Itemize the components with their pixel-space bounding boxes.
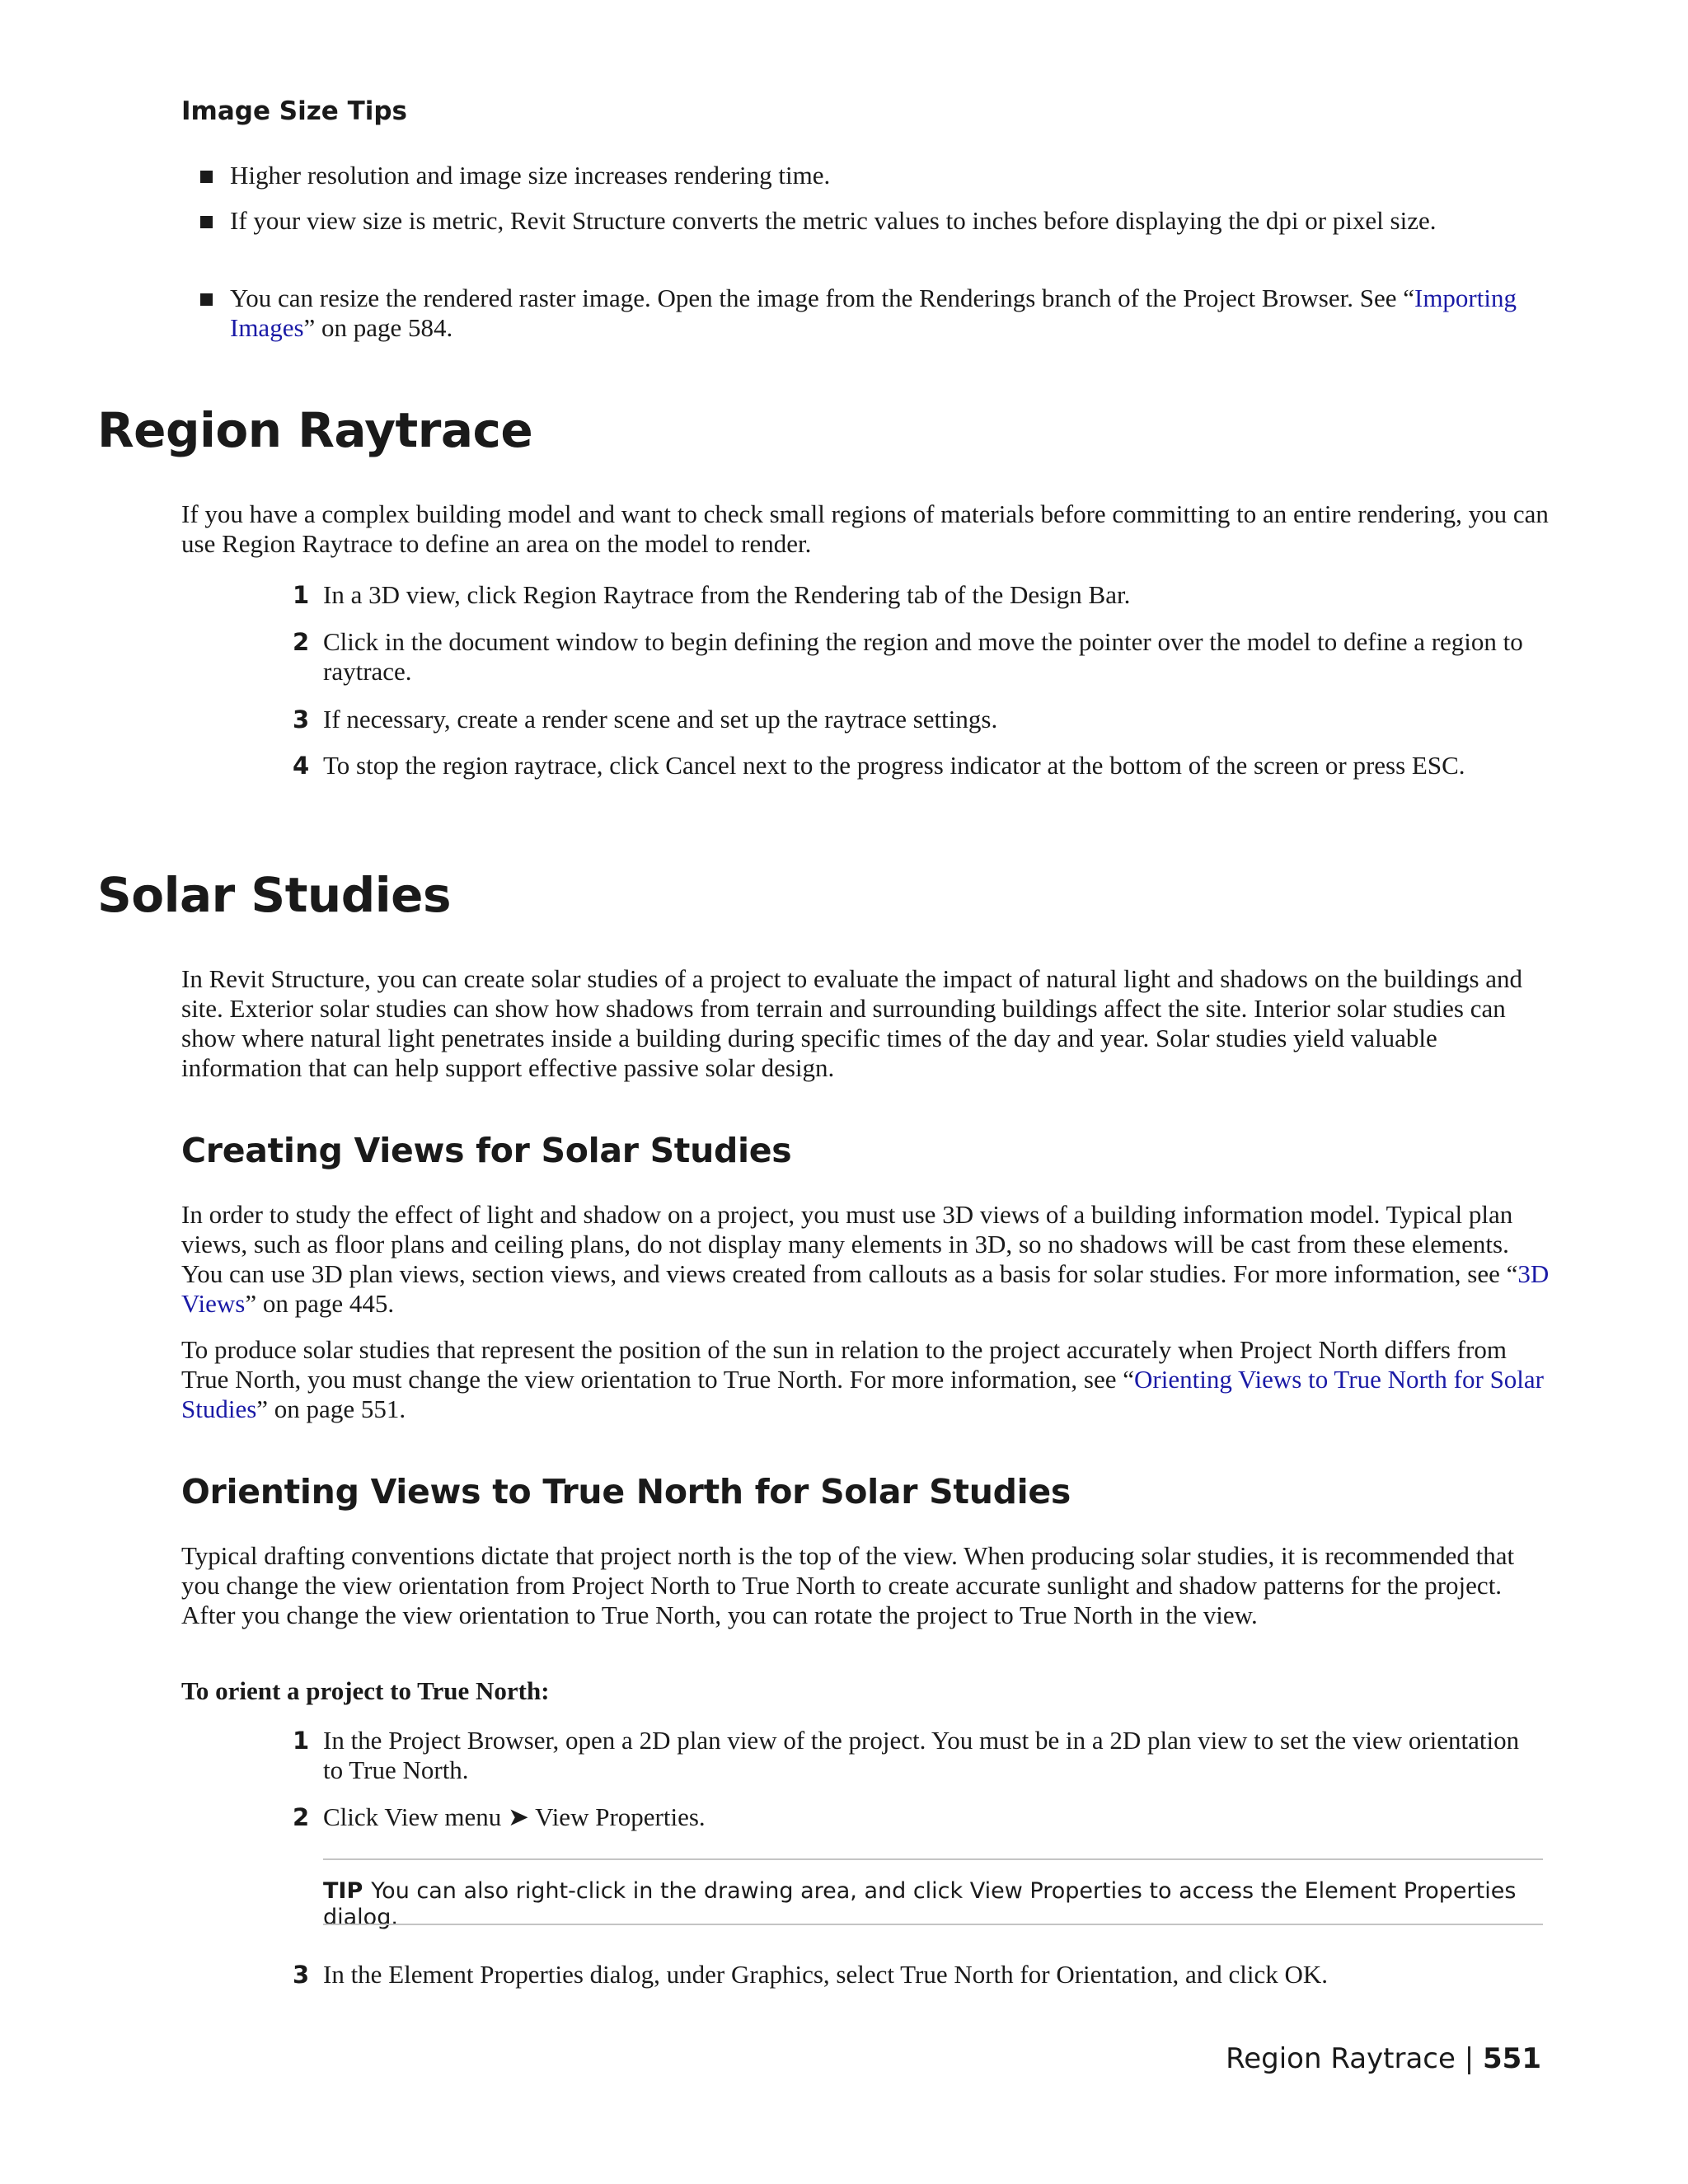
tip-text: You can also right-click in the drawing area, and click View Properties to access the Element Properties dialog.	[323, 1878, 1517, 1930]
creating-views-para-2: To produce solar studies that represent the position of the sun in relation to the project accurately when Project North differs from True North, you must change the view orientation to True North. For more information, see “Orienting Views to True North for Solar Studies” on page 551.	[181, 1335, 1544, 1423]
creating-views-title: Creating Views for Solar Studies	[181, 1131, 792, 1170]
creating-views-para-1: In order to study the effect of light and shadow on a project, you must use 3D views of a building information model. Typical plan views, such as floor plans and ceiling plans, do not display many elements in 3D, so no shadows will be cast from these elements. You can use 3D plan views, section views, and views created from callouts as a basis for solar studies. For more information, see “3D Views” on page 445.	[181, 1200, 1550, 1318]
tip-bottom-rule	[323, 1924, 1543, 1925]
step-number: 1	[293, 581, 310, 609]
step-text: In the Element Properties dialog, under Graphics, select True North for Orientation, and click OK.	[323, 1960, 1329, 1989]
step-number: 4	[293, 752, 310, 780]
step-text: Click View menu ➤ View Properties.	[323, 1802, 706, 1831]
3d-views-link[interactable]: 3D Views	[181, 1259, 1550, 1318]
footer-section: Region Raytrace	[1226, 2042, 1456, 2075]
bullet-marker	[200, 293, 213, 306]
list-item: If your view size is metric, Revit Structure converts the metric values to inches before displaying the dpi or pixel size.	[230, 206, 1437, 235]
footer-separator: |	[1464, 2042, 1475, 2075]
step-number: 2	[293, 1803, 310, 1831]
orienting-views-intro: Typical drafting conventions dictate that project north is the top of the view. When producing solar studies, it is recommended that you change the view orientation from Project North to True North to create accurate sunlight and shadow patterns for the project. After you change the view orientation to True North, you can rotate the project to True North in the view.	[181, 1541, 1515, 1629]
orienting-views-link[interactable]: Orienting Views to True North for Solar Studies	[181, 1365, 1544, 1423]
step-text: Click in the document window to begin defining the region and move the pointer over the model to define a region to raytrace.	[323, 627, 1523, 686]
step-text: In a 3D view, click Region Raytrace from the Rendering tab of the Design Bar.	[323, 580, 1131, 609]
list-item: Higher resolution and image size increases rendering time.	[230, 161, 831, 190]
step-number: 2	[293, 628, 310, 656]
solar-studies-intro: In Revit Structure, you can create solar studies of a project to evaluate the impact of natural light and shadows on the buildings and site. Exterior solar studies can show how shadows from terrain and surrounding buildings affect the site. Interior solar studies can show where natural light penetrates inside a building during specific times of the day and year. Solar studies yield valuable information that can help support effective passive solar design.	[181, 964, 1523, 1082]
step-text: In the Project Browser, open a 2D plan view of the project. You must be in a 2D plan view to set the view orientation to True North.	[323, 1726, 1520, 1784]
page-footer	[1226, 2042, 1541, 2075]
page-number: 551	[1483, 2042, 1541, 2075]
image-size-tips-heading: Image Size Tips	[181, 96, 407, 126]
solar-studies-title: Solar Studies	[97, 867, 451, 923]
tip-top-rule	[323, 1858, 1543, 1860]
step-text: If necessary, create a render scene and set up the raytrace settings.	[323, 705, 998, 733]
step-number: 3	[293, 1961, 310, 1989]
region-raytrace-title: Region Raytrace	[97, 402, 533, 458]
tip-label: TIP	[323, 1878, 363, 1904]
step-text: To stop the region raytrace, click Cancel next to the progress indicator at the bottom of the screen or press ESC.	[323, 751, 1465, 780]
orienting-views-title: Orienting Views to True North for Solar Studies	[181, 1472, 1071, 1511]
step-number: 1	[293, 1727, 310, 1755]
importing-images-link[interactable]: Importing Images	[230, 284, 1517, 342]
step-number: 3	[293, 705, 310, 733]
procedure-heading: To orient a project to True North:	[181, 1676, 550, 1705]
region-raytrace-intro: If you have a complex building model and want to check small regions of materials before committing to an entire rendering, you can use Region Raytrace to define an area on the model to render.	[181, 499, 1549, 558]
bullet-marker	[200, 171, 213, 183]
bullet-marker	[200, 216, 213, 228]
list-item: You can resize the rendered raster image. Open the image from the Renderings branch of the Project Browser. See “Importing Images” on page 584.	[230, 284, 1517, 342]
